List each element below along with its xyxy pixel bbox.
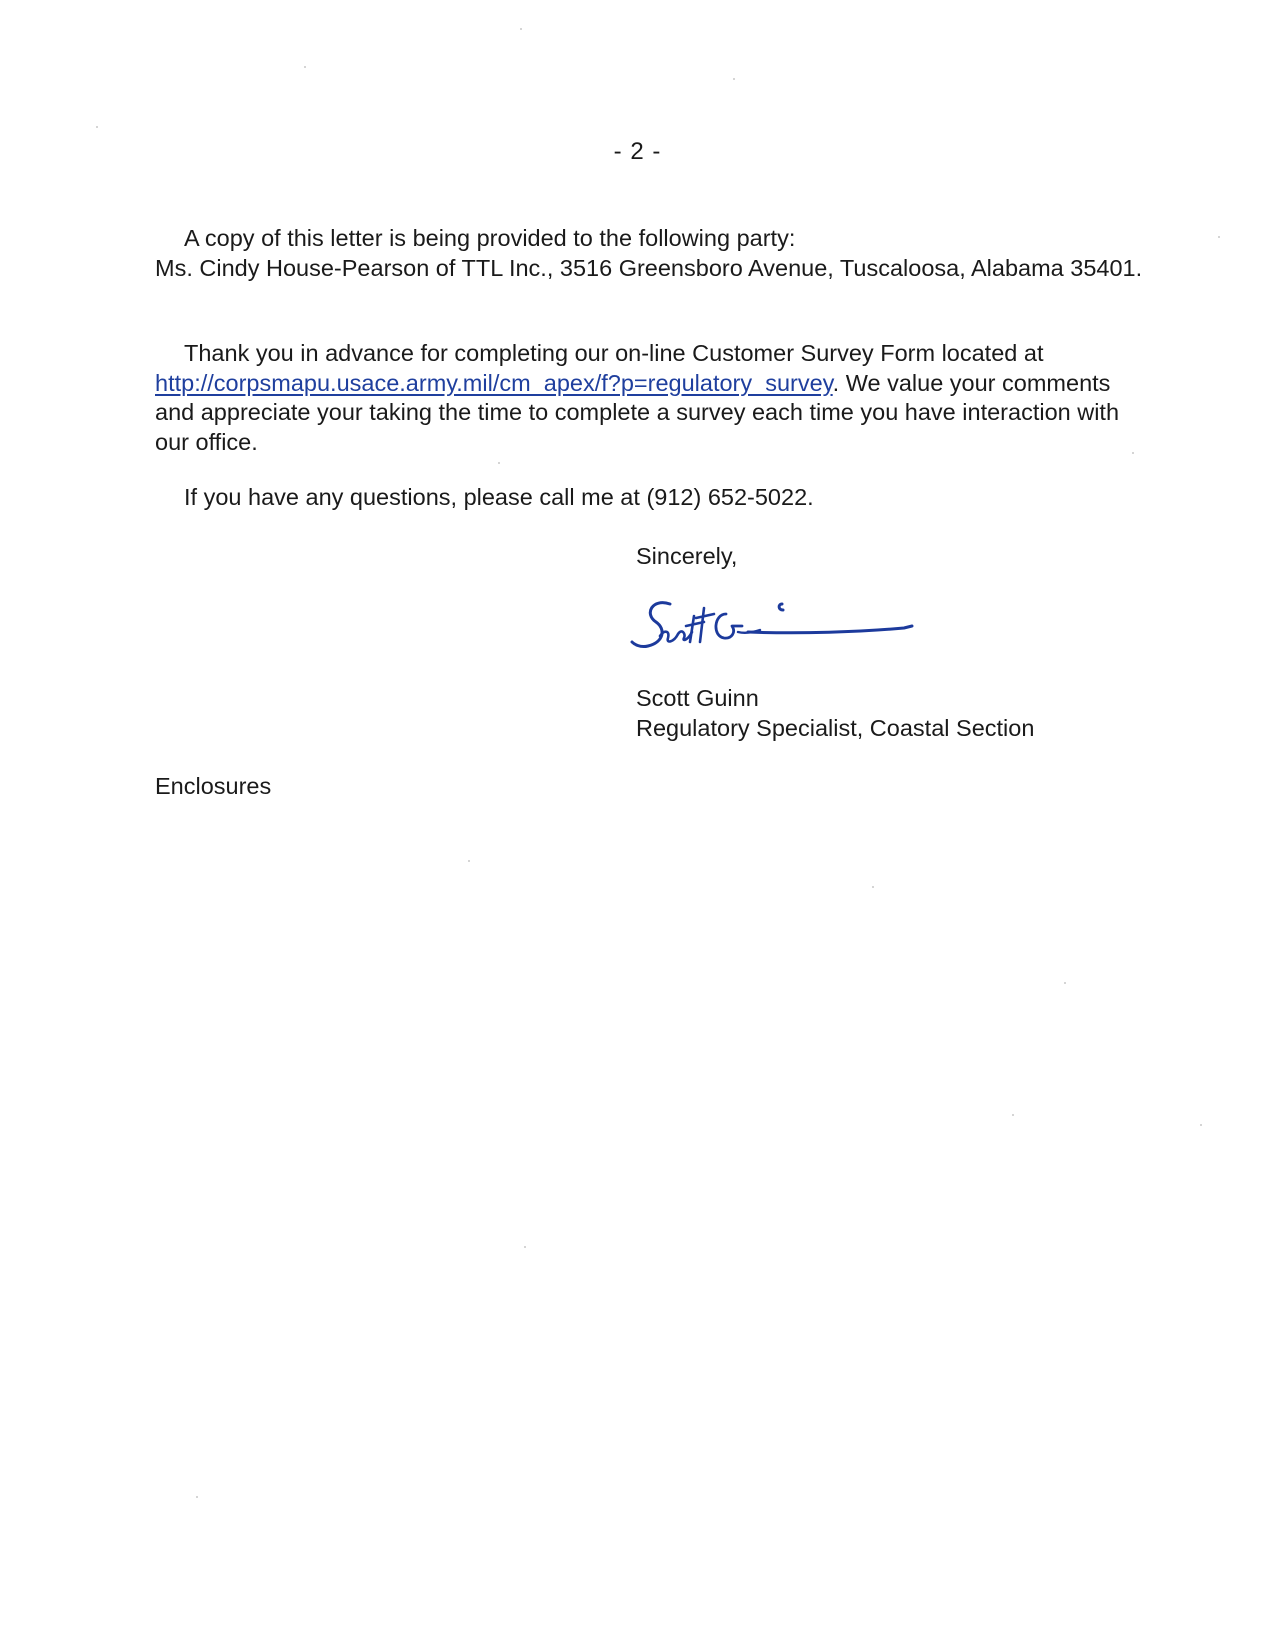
survey-paragraph	[155, 339, 1145, 457]
scan-speck	[1012, 1114, 1014, 1116]
scan-speck	[1200, 1124, 1202, 1126]
scan-speck	[96, 126, 98, 128]
copy-intro-line: A copy of this letter is being provided to the following party:	[184, 225, 796, 251]
signature-block	[636, 684, 1034, 743]
scan-speck	[498, 462, 500, 464]
scan-speck	[468, 860, 470, 862]
questions-paragraph	[155, 483, 1145, 513]
closing-salutation: Sincerely,	[636, 543, 738, 569]
copy-paragraph	[155, 224, 1145, 283]
signer-name: Scott Guinn	[636, 685, 759, 711]
scan-speck	[520, 28, 522, 30]
scan-speck	[1218, 236, 1220, 238]
scan-speck	[872, 886, 874, 888]
survey-intro: Thank you in advance for completing our on-line Customer Survey Form located at	[184, 340, 1044, 366]
handwritten-signature	[630, 592, 930, 664]
scan-speck	[733, 78, 735, 80]
scan-speck	[196, 1496, 198, 1498]
questions-line: If you have any questions, please call me at (912) 652-5022.	[184, 484, 814, 510]
copy-recipient: Ms. Cindy House-Pearson of TTL Inc., 3516 Greensboro Avenue, Tuscaloosa, Alabama 35401.	[155, 254, 1143, 281]
scan-speck	[1132, 452, 1134, 454]
survey-rest: . We value your comments and appreciate your taking the time to complete a survey each time you have interaction with our office.	[155, 369, 1120, 455]
survey-link[interactable]: http://corpsmapu.usace.army.mil/cm_apex/f?p=regulatory_survey	[155, 369, 833, 396]
scan-speck	[524, 1246, 526, 1248]
scan-speck	[304, 66, 306, 68]
signer-title: Regulatory Specialist, Coastal Section	[636, 714, 1035, 741]
page-number: - 2 -	[613, 138, 662, 165]
scan-speck	[1064, 982, 1066, 984]
enclosures-note: Enclosures	[155, 773, 272, 799]
